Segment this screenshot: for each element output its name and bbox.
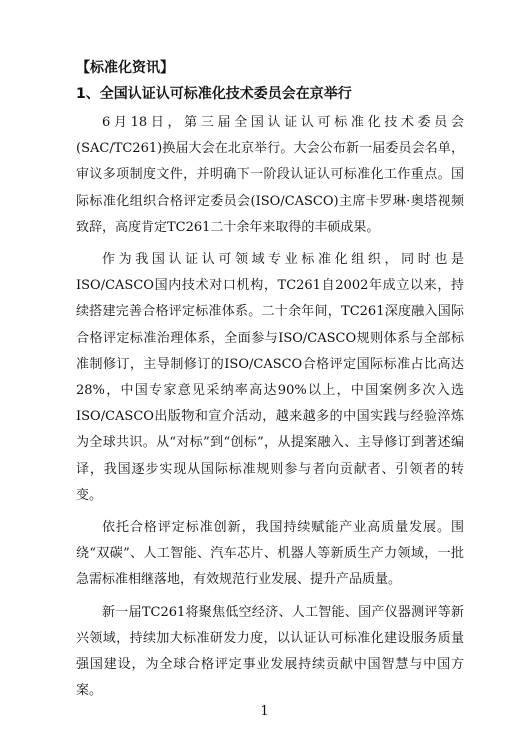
paragraph-3: 依托合格评定标准创新，我国持续赋能产业高质量发展。围绕“双碳”、人工智能、汽车芯片、机器人等新质生产力领域，一批急需标准相继落地，有效规范行业发展、提升产品质量。	[76, 520, 464, 588]
paragraph-4: 新一届TC261将聚焦低空经济、人工智能、国产仪器测评等新兴领域，持续加大标准研发力度，以认证认可标准化建设服务质量强国建设，为全球合格评定事业发展持续贡献中国智慧与中国方案。	[76, 604, 464, 699]
article-heading: 1、全国认证认可标准化技术委员会在京举行	[76, 86, 352, 102]
paragraph-2: 作为我国认证认可领域专业标准化组织，同时也是ISO/CASCO国内技术对口机构，TC261自2002年成立以来，持续搭建完善合格评定标准体系。二十余年间，TC261深度融入国际合格评定标准治理体系，全面参与ISO/CASCO规则体系与全部标准制修订，主导制修订的ISO/CASCO合格评定国际标准占比高达28%，中国专家意见采纳率高达90%以上，中国案例多次入选ISO/CASCO出版物和宣介活动，越来越多的中国实践与经验淬炼为全球共识。从“对标”到“创标”，从提案融入、主导修订到著述编译，我国逐步实现从国际标准规则参与者向贡献者、引领者的转变。	[76, 252, 464, 503]
page-number: 1	[260, 704, 269, 719]
paragraph-1: 6月18日，第三届全国认证认可标准化技术委员会(SAC/TC261)换届大会在北京举行。大会公布新一届委员会名单，审议多项制度文件，并明确下一阶段认证认可标准化工作重点。国际标准化组织合格评定委员会(ISO/CASCO)主席卡罗琳·奥塔视频致辞，高度肯定TC261二十余年来取得的丰硕成果。	[76, 115, 464, 235]
section-tag: 【标准化资讯】	[76, 60, 174, 76]
page-content	[76, 58, 464, 704]
